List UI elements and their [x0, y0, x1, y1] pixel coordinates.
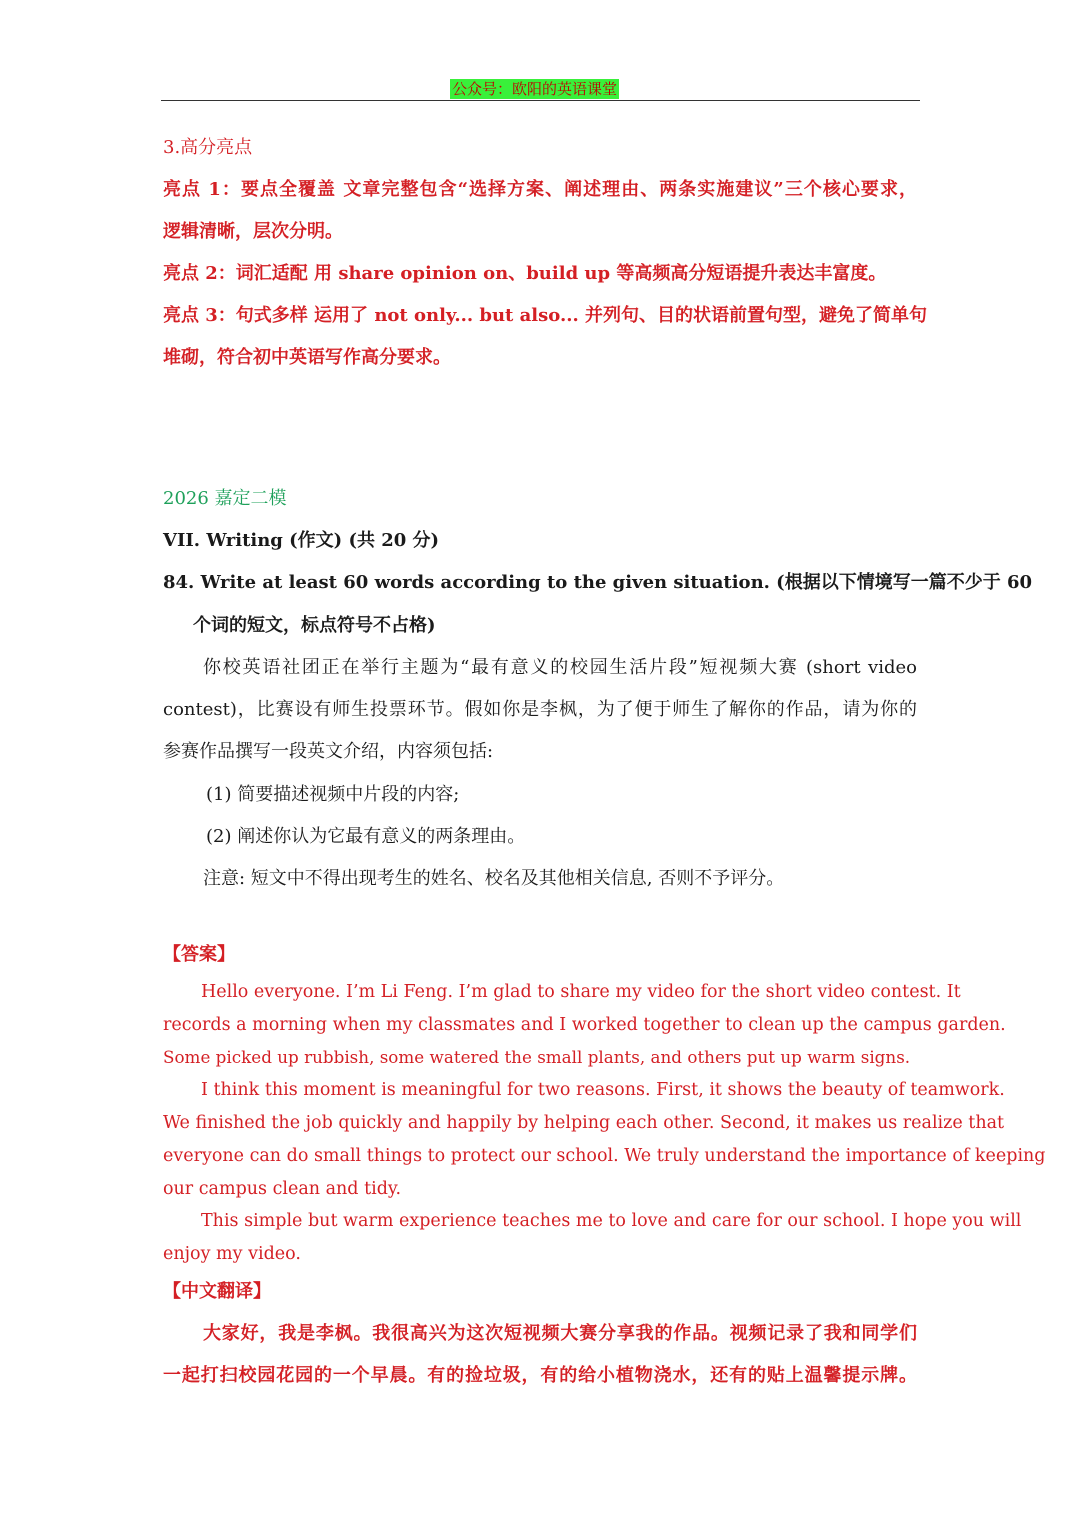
highlight-line-4: 亮点 3：句式多样 运用了 not only... but also... 并列句、目的状语前置句型，避免了简单句	[163, 305, 928, 326]
section-title: VII. Writing (作文) (共 20 分)	[163, 530, 440, 551]
answer-line-4: I think this moment is meaningful for two reasons. First, it shows the beauty of teamwork.	[201, 1080, 1005, 1100]
header-divider	[161, 100, 920, 101]
answer-line-3: Some picked up rubbish, some watered the small plants, and others put up warm signs.	[163, 1047, 911, 1067]
prompt-line-3: 参赛作品撰写一段英文介绍，内容须包括:	[163, 741, 494, 762]
answer-line-8: This simple but warm experience teaches me to love and care for our school. I hope you will	[201, 1211, 1022, 1231]
note: 注意: 短文中不得出现考生的姓名、校名及其他相关信息, 否则不予评分。	[203, 868, 785, 889]
translation-heading: 【中文翻译】	[163, 1281, 271, 1302]
highlight-line-5: 堆砌，符合初中英语写作高分要求。	[163, 347, 451, 368]
question-line-1: 84. Write at least 60 words according to the given situation. (根据以下情境写一篇不少于 60	[163, 572, 1033, 593]
requirement-1: (1) 简要描述视频中片段的内容;	[206, 784, 460, 805]
exam-source: 2026 嘉定二模	[163, 488, 287, 509]
header-label: 公众号：欧阳的英语课堂	[452, 80, 618, 98]
answer-line-6: everyone can do small things to protect our school. We truly understand the importance of keeping	[163, 1146, 1046, 1166]
highlights-title: 3.高分亮点	[163, 137, 253, 158]
translation-line-2: 一起打扫校园花园的一个早晨。有的捡垃圾，有的给小植物浇水，还有的贴上温馨提示牌。	[163, 1365, 917, 1386]
highlight-line-2: 逻辑清晰，层次分明。	[163, 221, 343, 242]
highlight-line-3: 亮点 2：词汇适配 用 share opinion on、build up 等高频高分短语提升表达丰富度。	[163, 263, 887, 284]
prompt-line-1: 你校英语社团正在举行主题为“最有意义的校园生活片段”短视频大赛 (short video	[203, 657, 917, 678]
answer-line-7: our campus clean and tidy.	[163, 1179, 402, 1199]
prompt-line-2: contest)，比赛设有师生投票环节。假如你是李枫，为了便于师生了解你的作品，请为你的	[163, 699, 917, 720]
answer-line-2: records a morning when my classmates and I worked together to clean up the campus garden.	[163, 1015, 1006, 1035]
answer-line-1: Hello everyone. I’m Li Feng. I’m glad to share my video for the short video contest. It	[201, 982, 961, 1002]
answer-line-9: enjoy my video.	[163, 1244, 301, 1264]
translation-line-1: 大家好，我是李枫。我很高兴为这次短视频大赛分享我的作品。视频记录了我和同学们	[203, 1323, 917, 1344]
answer-heading: 【答案】	[163, 944, 235, 965]
requirement-2: (2) 阐述你认为它最有意义的两条理由。	[206, 826, 526, 847]
highlight-line-1: 亮点 1：要点全覆盖 文章完整包含“选择方案、阐述理由、两条实施建议”三个核心要求，	[163, 179, 917, 200]
question-line-2: 个词的短文，标点符号不占格)	[193, 615, 436, 636]
answer-line-5: We finished the job quickly and happily by helping each other. Second, it makes us realize that	[163, 1113, 1005, 1133]
